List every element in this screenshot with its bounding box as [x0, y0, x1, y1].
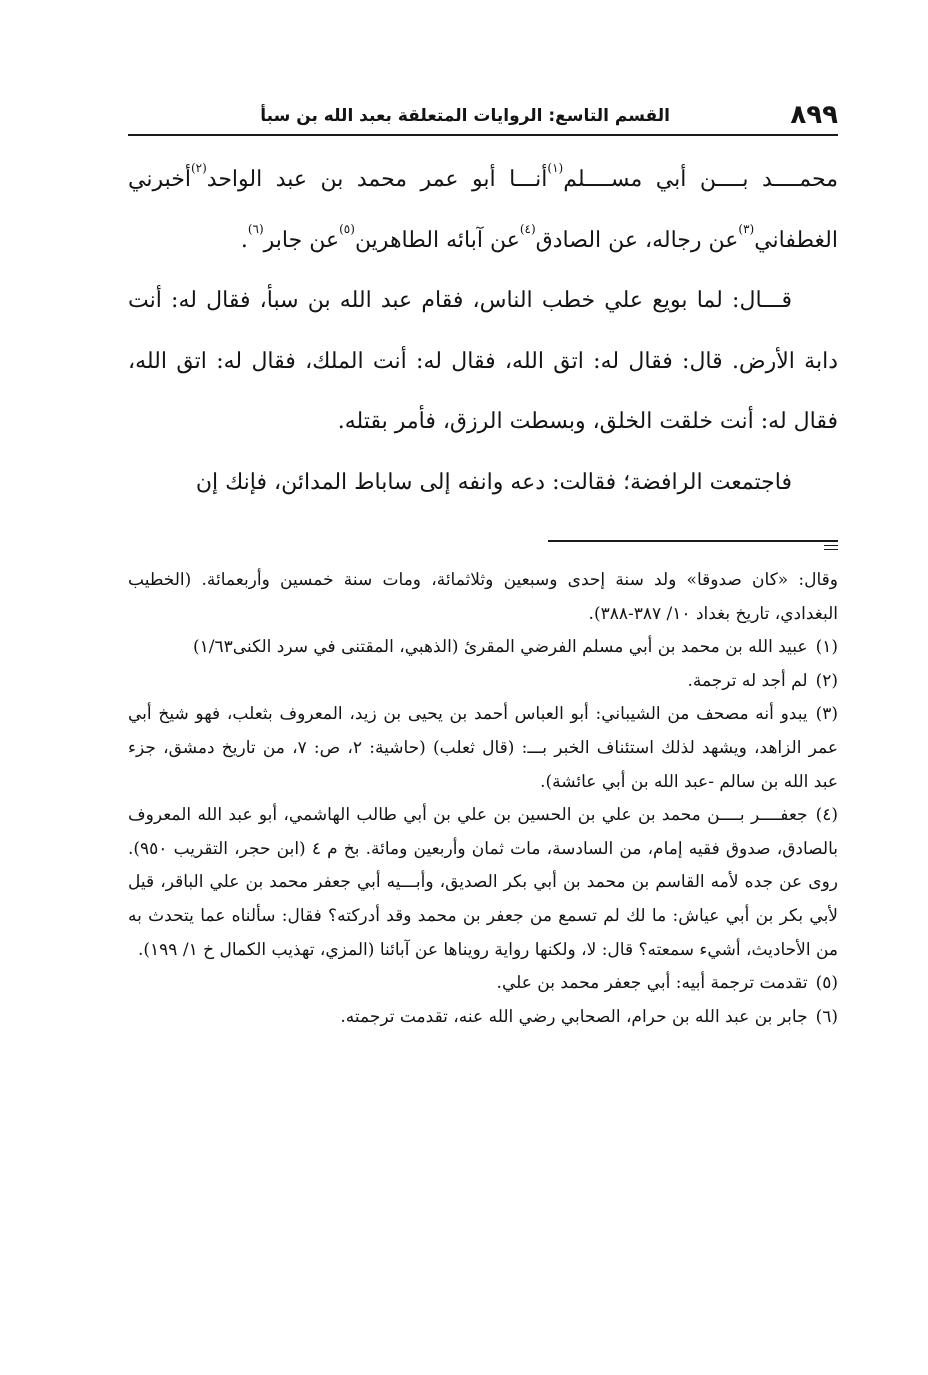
footnote-number: (٤)	[815, 805, 838, 826]
footnote-ref: (٥)	[339, 221, 355, 236]
footnote-number: (١)	[815, 637, 838, 658]
isnad-text: أخبرني الغطفاني	[128, 167, 838, 253]
footnote-ref: (١)	[547, 161, 564, 175]
running-title: القسم التاسع: الروايات المتعلقة بعبد الله بن سبأ	[260, 106, 670, 126]
footnote-ref: (٤)	[519, 221, 536, 236]
book-page	[128, 98, 838, 1298]
page-number: ٨٩٩	[790, 100, 838, 130]
footnote-number: (٥)	[815, 973, 838, 994]
footnote-item	[128, 698, 838, 799]
paragraph-continuation: فاجتمعت الرافضة؛ فقالت: دعه وانفه إلى ساباط المدائن، فإنك إن	[195, 469, 792, 495]
separator-line	[548, 540, 838, 542]
footnote-item	[128, 1001, 838, 1035]
footnote-text: جعفــــر بــــن محمد بن علي بن الحسين بن علي بن أبي طالب الهاشمي، أبو عبد الله المعروف بالصادق، صدوق فقيه إمام، من السادسة، مات ثمان وأربعين ومائة. بخ م ٤ (ابن حجر، التقريب ٩٥٠). روى عن جده لأمه القاسم بن محمد بن أبي بكر الصديق، وأبـــيه أبي جعفر محمد بن علي الباقر، قيل لأبي بكر بن أبي عياش: ما لك لم تسمع من جعفر بن محمد وقد أدركته؟ فقال: سألناه عما يتحدث به من الأحاديث، أشيء سمعته؟ قال: لا، ولكنها رواية رويناها عن آبائنا (المزي، تهذيب الكمال خ ١/ ١٩٩).	[128, 805, 838, 960]
footnote-ref: (٢)	[190, 161, 207, 175]
footnote-separator	[548, 540, 838, 550]
footnote-item	[128, 799, 838, 967]
footnote-ref: (٣)	[738, 221, 755, 236]
footnote-continuation: وقال: «كان صدوقا» ولد سنة إحدى وسبعين وثلاثمائة، ومات سنة خمسين وأربعمائة. (الخطيب البغدادي، تاريخ بغداد ١٠/ ٣٨٧-٣٨٨).	[128, 570, 838, 624]
separator-mark	[824, 545, 838, 546]
footnote-text: عبيد الله بن محمد بن أبي مسلم الفرضي المقرئ (الذهبي، المقتنى في سرد الكنى١/٦٣)	[193, 637, 808, 658]
footnote-item	[128, 665, 838, 699]
footnote-text: تقدمت ترجمة أبيه: أبي جعفر محمد بن علي.	[496, 973, 808, 994]
footnote-number: (٢)	[815, 670, 838, 691]
paragraph-narration: قـــال: لما بويع علي خطب الناس، فقام عبد الله بن سبأ، فقال له: أنت دابة الأرض. قال: فقال له: اتق الله، فقال له: أنت الملك، فقال له: اتق الله، فقال له: أنت خلقت الخلق، وبسطت الرزق، فأمر بقتله.	[128, 288, 838, 434]
isnad-text: .	[240, 227, 248, 253]
footnote-item	[128, 967, 838, 1001]
isnad-text: عن جابر	[263, 227, 340, 253]
footnotes	[128, 564, 838, 1034]
footnote-ref: (٦)	[247, 221, 264, 236]
separator-mark	[824, 549, 838, 550]
main-text	[128, 150, 838, 513]
footnote-text: جابر بن عبد الله بن حرام، الصحابي رضي الله عنه، تقدمت ترجمته.	[340, 1006, 808, 1027]
footnote-text: يبدو أنه مصحف من الشيباني: أبو العباس أحمد بن يحيى بن زيد، المعروف بثعلب، فهو شيخ أبي عمر الزاهد، ويشهد لذلك استئناف الخبر بـــ: (قال ثعلب) (حاشية: ٢، ص: ٧، من تاريخ دمشق، جزء عبد الله بن سالم -عبد الله بن أبي عائشة).	[128, 704, 838, 792]
footnote-number: (٦)	[815, 1006, 838, 1027]
isnad-text: أنـــا أبو عمر محمد بن عبد الواحد	[206, 167, 548, 192]
footnote-item	[128, 631, 838, 665]
footnote-number: (٣)	[815, 704, 838, 725]
page-header	[128, 98, 838, 136]
footnote-text: لم أجد له ترجمة.	[687, 670, 808, 691]
isnad-text: عن آبائه الطاهرين	[354, 227, 520, 253]
isnad-text: عن رجاله، عن الصادق	[535, 227, 739, 253]
isnad-text: محمــــد بــــن أبي مســــلم	[563, 167, 838, 192]
paragraph-isnad	[128, 150, 838, 271]
